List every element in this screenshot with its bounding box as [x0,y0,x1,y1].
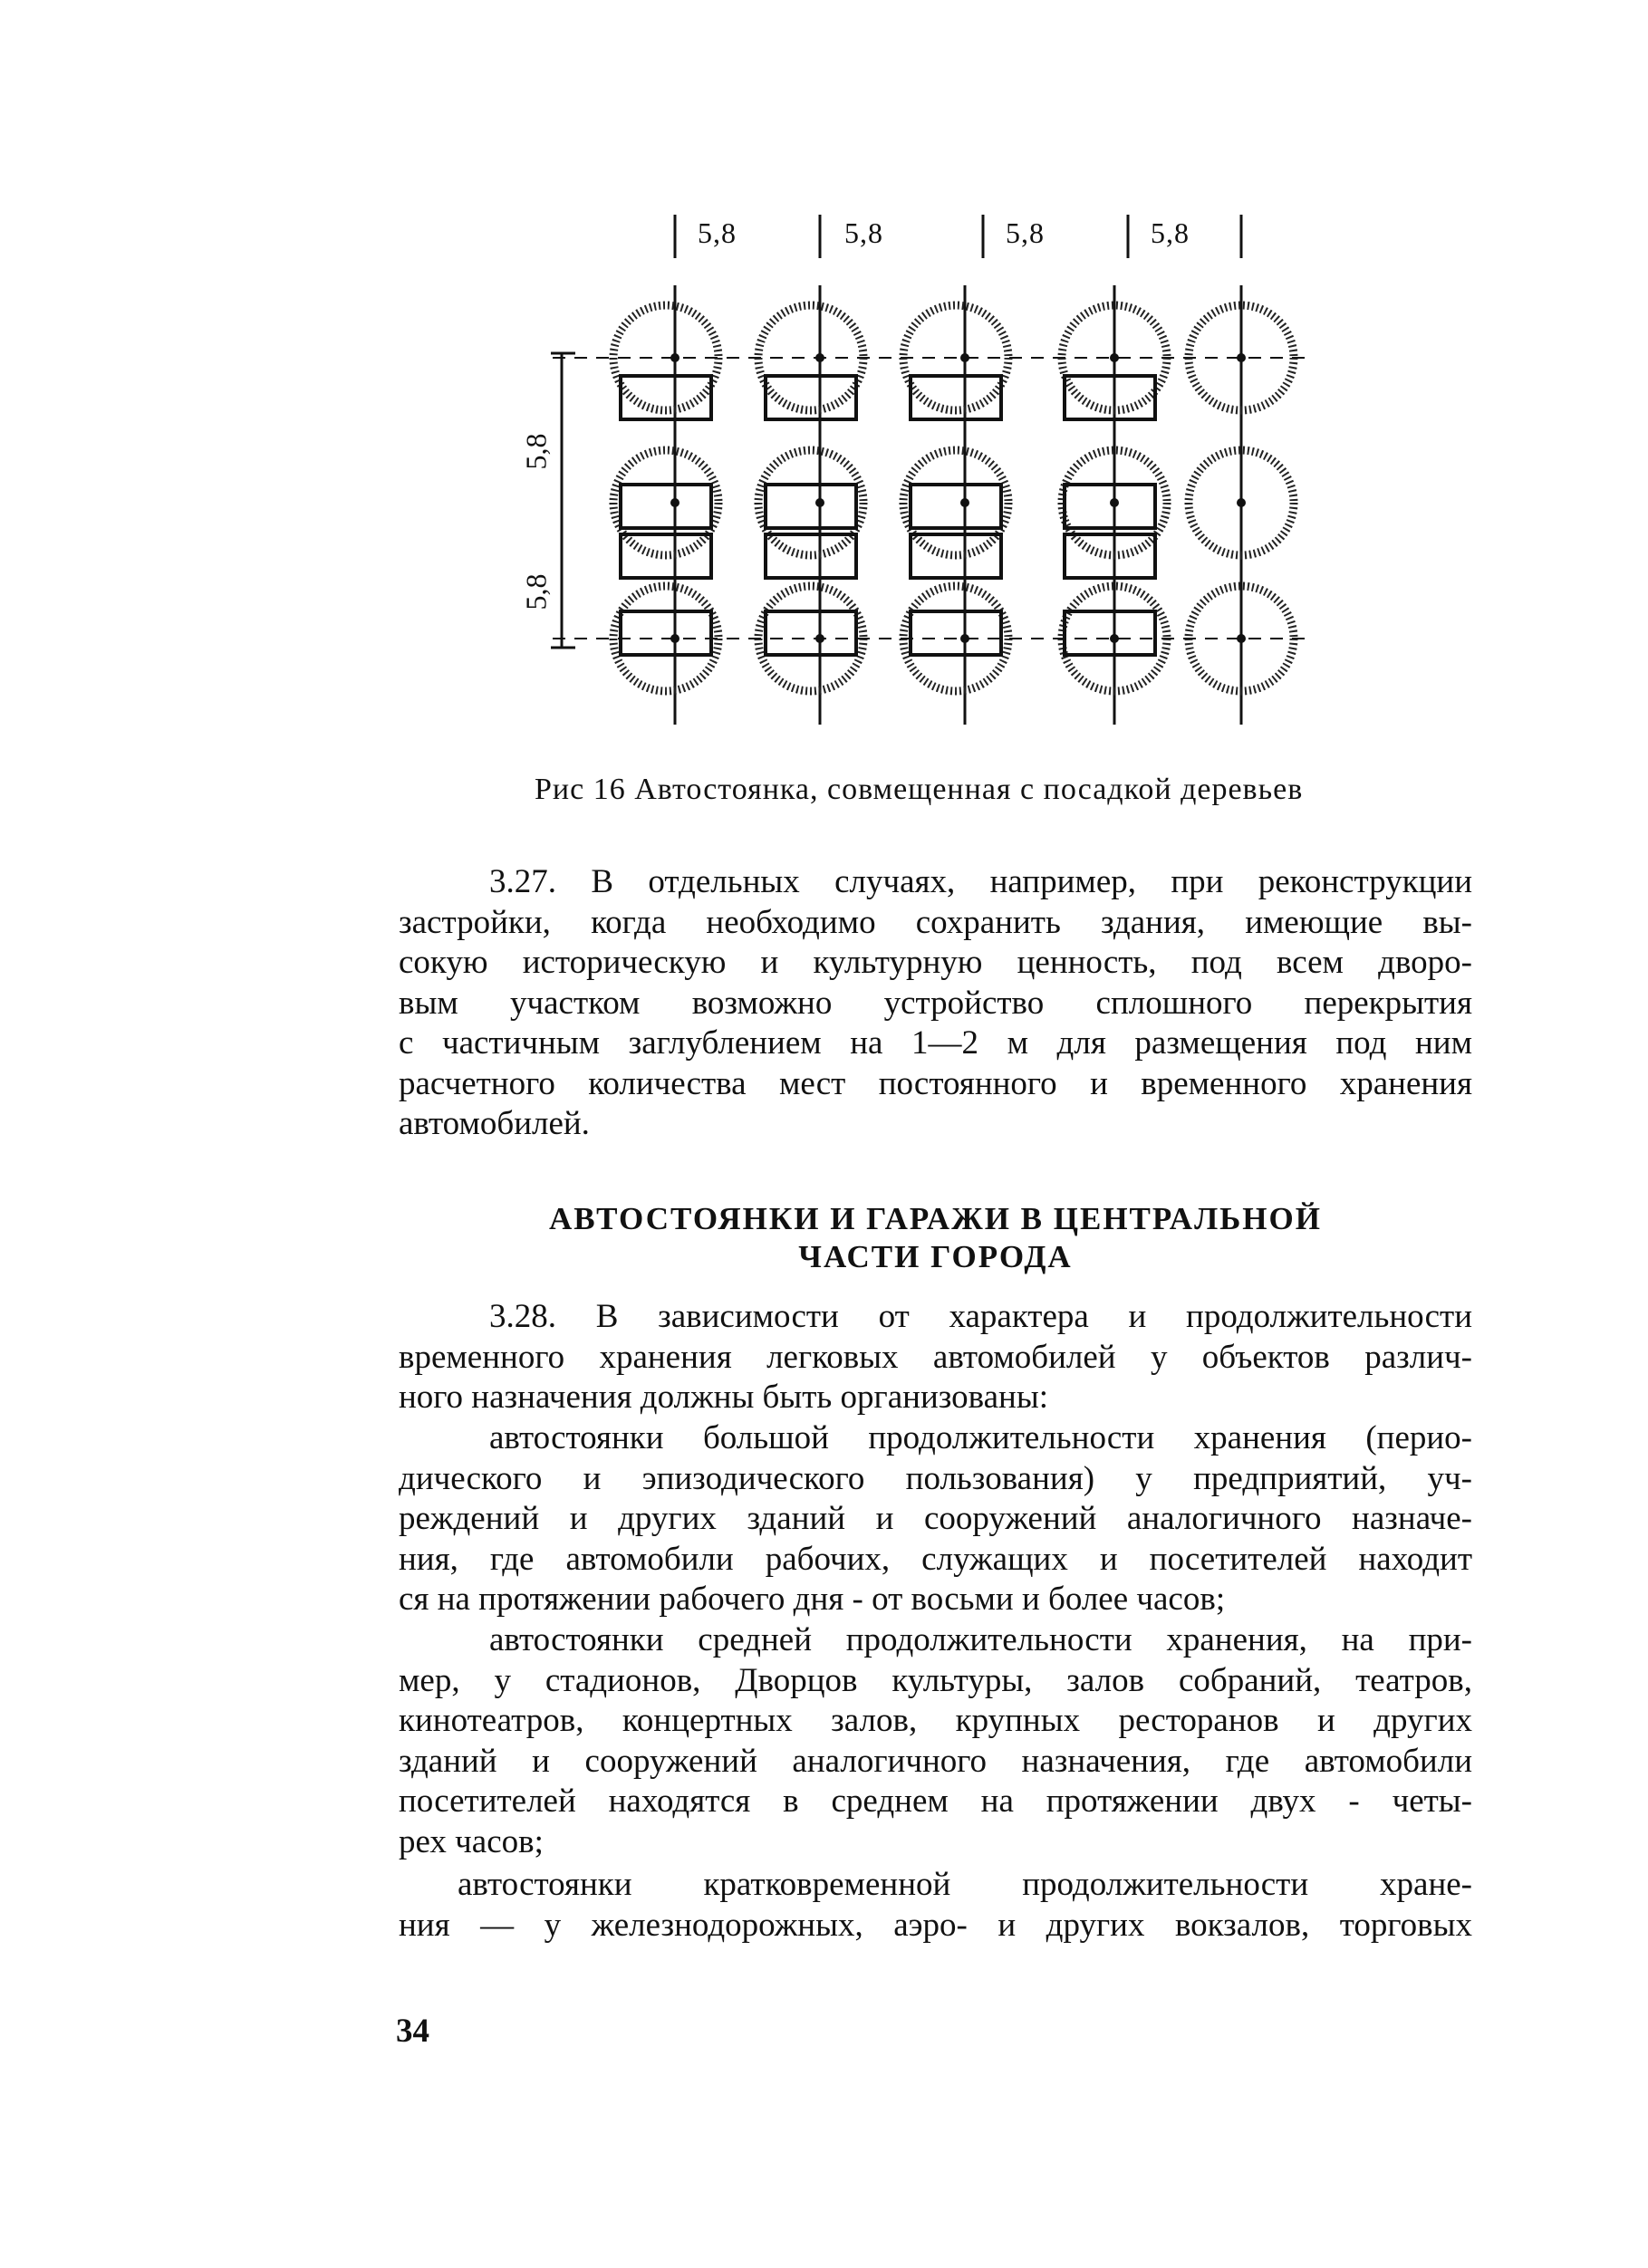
text-line: ния, где автомобили рабочих, служащих и посетителей находит [399,1540,1472,1578]
text-line: мер, у стадионов, Дворцов культуры, залов собраний, театров, [399,1661,1472,1699]
diagram-drawing [525,195,1341,738]
text-line: ния — у железнодорожных, аэро- и других вокзалов, торговых [399,1906,1472,1944]
dim-label-side-1: 5,8 [519,433,553,470]
text-line: автомобилей. [399,1105,590,1142]
car-stall [911,611,1001,655]
list-item-short-term-parking [399,1865,1472,1946]
axis-node [1237,498,1246,507]
axis-node [1237,353,1246,362]
car-stall [766,485,856,528]
text-line: ного назначения должны быть организованы: [399,1379,1048,1416]
paragraph-3-28 [399,1297,1472,1418]
text-line: автостоянки кратковременной продолжительности хране- [458,1866,1472,1903]
axis-node [815,498,824,507]
text-line: реждений и других зданий и сооружений аналогичного назначе- [399,1500,1472,1537]
axis-node [670,498,679,507]
dim-label-side-2: 5,8 [519,573,553,610]
tree-crown [903,450,1008,555]
page-number: 34 [396,2013,429,2050]
car-stall [766,611,856,655]
axis-node [960,498,969,507]
text-line: застройки, когда необходимо сохранить здания, имеющие вы- [399,903,1472,941]
text-line: расчетного количества мест постоянного и временного хранения [399,1064,1472,1102]
list-item-medium-term-parking [399,1620,1472,1862]
dim-label-top-4: 5,8 [1151,216,1190,249]
list-item-long-term-parking [399,1418,1472,1620]
text-line: вым участком возможно устройство сплошного перекрытия [399,984,1472,1022]
section-heading-line-1: АВТОСТОЯНКИ И ГАРАЖИ В ЦЕНТРАЛЬНОЙ [549,1201,1322,1236]
car-stall [1065,485,1155,528]
text-line: сокую историческую и культурную ценность, под всем дворо- [399,944,1472,981]
text-line: ся на протяжении рабочего дня - от восьми и более часов; [399,1581,1226,1618]
axis-node [815,634,824,643]
tree-crown [758,450,863,555]
axis-node [670,353,679,362]
text-line: автостоянки средней продолжительности хранения, на при- [489,1621,1472,1658]
car-stall [621,611,711,655]
text-line: посетителей находятся в среднем на протяжении двух - четы- [399,1783,1472,1820]
axis-node [1110,353,1119,362]
dim-label-top-2: 5,8 [844,216,883,249]
tree-crown [613,450,718,555]
axis-node [960,353,969,362]
car-stall [1065,611,1155,655]
axis-node [670,634,679,643]
axis-node [1237,634,1246,643]
text-line: зданий и сооружений аналогичного назначения, где автомобили [399,1742,1472,1780]
text-line: 3.28. В зависимости от характера и продолжительности [489,1298,1472,1335]
dim-label-top-3: 5,8 [1006,216,1045,249]
text-line: 3.27. В отдельных случаях, например, при реконструкции [489,863,1472,900]
axis-node [1110,634,1119,643]
text-line: временного хранения легковых автомобилей у объектов различ- [399,1338,1472,1376]
section-heading-line-2: ЧАСТИ ГОРОДА [798,1239,1073,1274]
section-heading [399,1200,1472,1276]
axis-node [815,353,824,362]
text-line: автостоянки большой продолжительности хранения (перио- [489,1419,1472,1456]
text-line: кинотеатров, концертных залов, крупных ресторанов и других [399,1702,1472,1739]
dim-label-top-1: 5,8 [698,216,737,249]
axis-node [1110,498,1119,507]
car-stall [911,485,1001,528]
text-line: дического и эпизодического пользования) у предприятий, уч- [399,1459,1472,1497]
figure-caption: Рис 16 Автостоянка, совмещенная с посадкой деревьев [535,773,1304,806]
axis-node [960,634,969,643]
paragraph-3-27 [399,862,1472,1145]
car-stall [621,485,711,528]
parking-tree-diagram [519,195,1341,738]
text-line: с частичным заглублением на 1—2 м для размещения под ним [399,1024,1472,1062]
text-line: рех часов; [399,1822,544,1860]
